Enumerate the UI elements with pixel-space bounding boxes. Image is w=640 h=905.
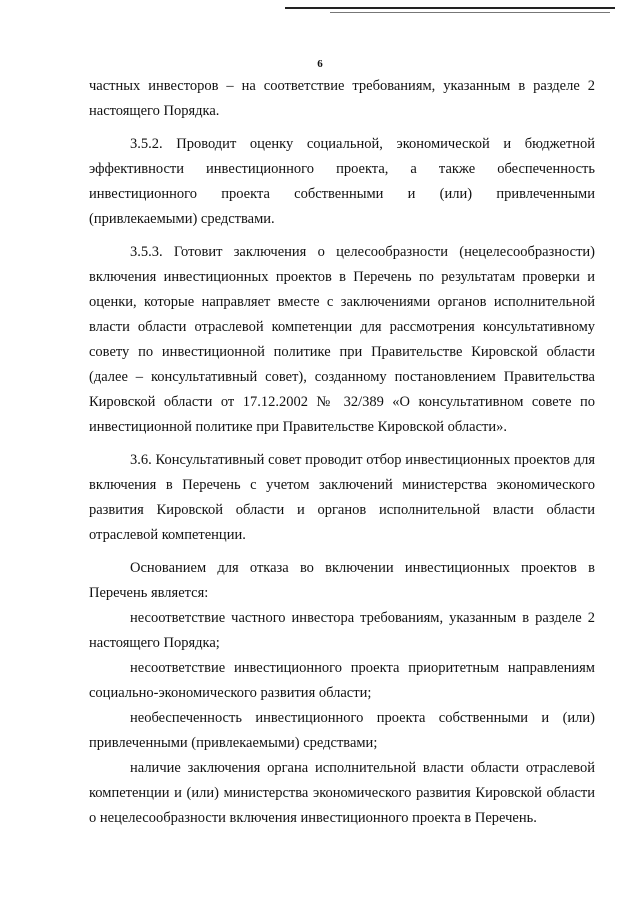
paragraph-3-5-2: 3.5.2. Проводит оценку социальной, экономической и бюджетной эффективности инвестиционного проекта, а также обеспеченность инвестиционного проекта собственными и (или) привлеченными (привлекаемыми) средствами. <box>89 136 595 227</box>
paragraph-3-6: 3.6. Консультативный совет проводит отбор инвестиционных проектов для включения в Перечень с учетом заключений министерства экономического развития Кировской области и органов исполнительной власти области отраслевой компетенции. <box>89 452 595 543</box>
paragraph-refusal-grounds: Основанием для отказа во включении инвестиционных проектов в Перечень является: <box>89 560 595 601</box>
paragraph-continuation: частных инвесторов – на соответствие требованиям, указанным в разделе 2 настоящего Порядка. <box>89 78 595 119</box>
list-item-priority-mismatch: несоответствие инвестиционного проекта приоритетным направлениям социально-экономического развития области; <box>89 660 595 701</box>
list-item-investor-mismatch: несоответствие частного инвестора требованиям, указанным в разделе 2 настоящего Порядка; <box>89 610 595 651</box>
list-item-inexpediency-conclusion: наличие заключения органа исполнительной власти области отраслевой компетенции и (или) министерства экономического развития Кировской области о нецелесообразности включения инвестиционного проекта в Перечень. <box>89 760 595 826</box>
page-number: 6 <box>317 58 323 70</box>
document-body <box>89 74 595 831</box>
header-rule <box>285 7 615 9</box>
header-rule-thin <box>330 12 610 13</box>
list-item-funding-lack: необеспеченность инвестиционного проекта собственными и (или) привлеченными (привлекаемыми) средствами; <box>89 710 595 751</box>
paragraph-3-5-3: 3.5.3. Готовит заключения о целесообразности (нецелесообразности) включения инвестиционных проектов в Перечень по результатам проверки и оценки, которые направляет вместе с заключениями органов исполнительной власти области отраслевой компетенции для рассмотрения консультативному совету по инвестиционной политике при Правительстве Кировской области (далее – консультативный совет), созданному постановлением Правительства Кировской области от 17.12.2002 № 32/389 «О консультативном совете по инвестиционной политике при Правительстве Кировской области». <box>89 244 595 435</box>
